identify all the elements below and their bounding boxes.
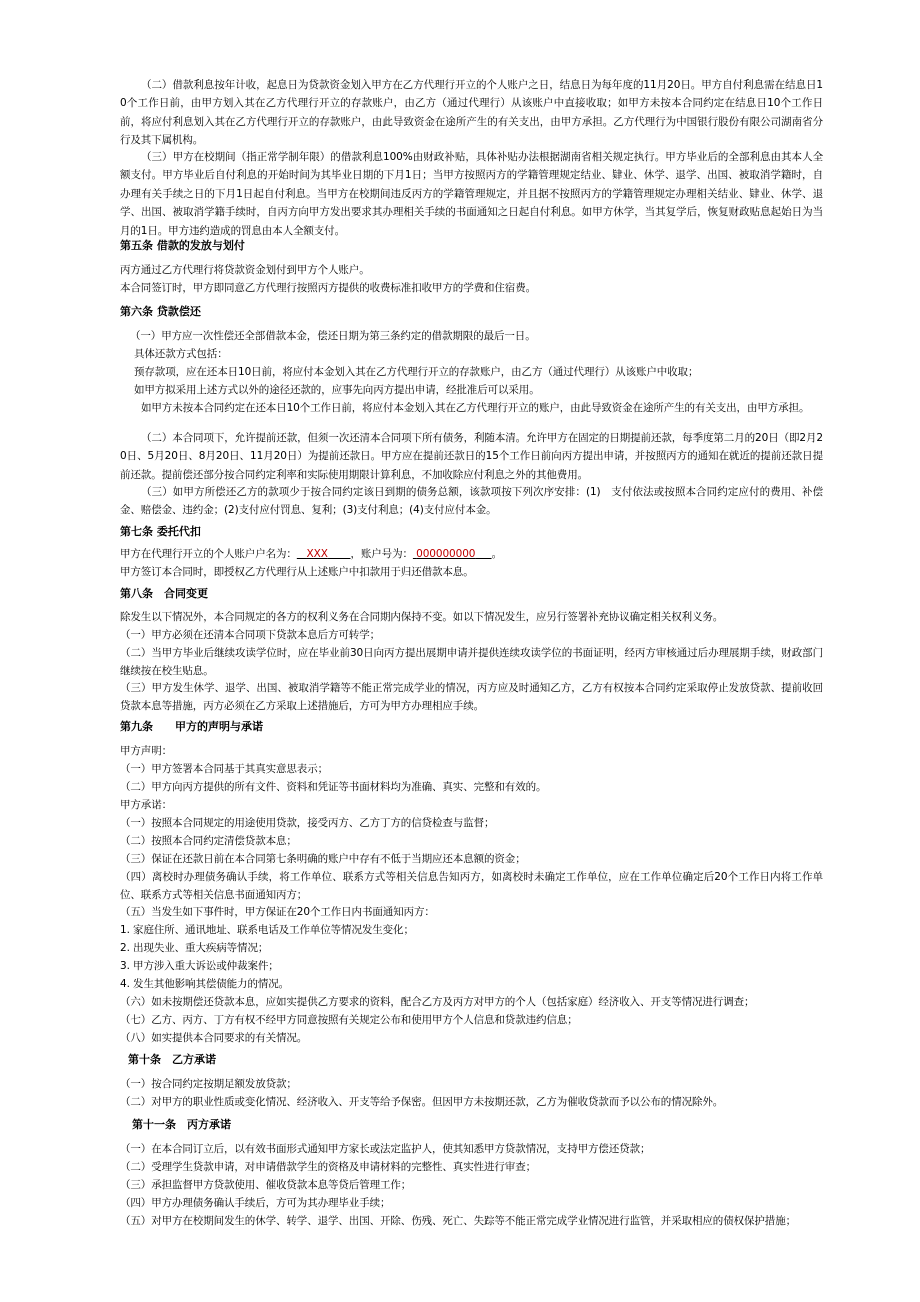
article9-line: （二）甲方向丙方提供的所有文件、资料和凭证等书面材料均为准确、真实、完整和有效的。	[120, 781, 547, 793]
article7-heading: 第七条 委托代扣	[120, 525, 201, 538]
account-number-value: 000000000	[416, 548, 476, 560]
article9-line: （七）乙方、丙方、丁方有权不经甲方同意按照有关规定公布和使用甲方个人信息和贷款违约信息；	[120, 1014, 578, 1026]
article9-line: （三）保证在还款日前在本合同第七条明确的账户中存有不低于当期应还本息额的资金；	[120, 853, 526, 865]
article9-line: （五）当发生如下事件时，甲方保证在20个工作日内书面通知丙方：	[120, 906, 435, 918]
article8-heading: 第八条 合同变更	[120, 587, 208, 600]
article11-para2: （二）受理学生贷款申请，对申请借款学生的资格及申请材料的完整性、真实性进行审查；	[120, 1161, 536, 1173]
article9-line: （二）按照本合同约定清偿贷款本息；	[120, 835, 297, 847]
article11-para3: （三）承担监督甲方贷款使用、催收贷款本息等贷后管理工作；	[120, 1179, 412, 1191]
article9-line: 甲方承诺：	[120, 799, 172, 811]
article7-para2: 甲方签订本合同时，即授权乙方代理行从上述账户中扣款用于归还借款本息。	[120, 566, 474, 578]
article9-list-item: 2. 出现失业、重大疾病等情况；	[120, 942, 269, 954]
article6-para4: 如甲方拟采用上述方式以外的途径还款的，应事先向丙方提出申请，经批准后可以采用。	[134, 384, 540, 396]
article9-line: （一）按照本合同规定的用途使用贷款，接受丙方、乙方丁方的信贷检查与监督；	[120, 817, 495, 829]
article6-para1: （一）甲方应一次性偿还全部借款本金，偿还日期为第三条约定的借款期限的最后一日。	[130, 330, 536, 342]
article8-para2: （一）甲方必须在还清本合同项下贷款本息后方可转学；	[120, 629, 380, 641]
article4-para3: （三）甲方在校期间（指正常学制年限）的借款利息100%由财政补贴，具体补贴办法根据湖南省相关规定执行。甲方毕业后的全部利息由其本人全额支付。甲方毕业后自付利息的开始时间为其毕业日期的下月1日；当甲方按照丙方的学籍管理规定结业、肄业、休学、退学、出国、被取消学籍时，自办理有关手续之日的下月1日起自付利息。当甲方在校期间违反丙方的学籍管理规定，并且据不按照丙方的学籍管理规定办理相关结业、肄业、休学、退学、出国、被取消学籍手续时，自丙方向甲方发出要求其办理相关手续的书面通知之日起自付利息。如甲方休学，当其复学后，恢复财政贴息起始日为当月的1日。甲方违约造成的罚息由本人全额支付。	[120, 151, 823, 237]
article6-para5: 如甲方未按本合同约定在还本日10个工作日前，将应付本金划入其在乙方代理行开立的账户，由此导致资金在途所产生的有关支出，由甲方承担。	[141, 402, 810, 414]
account-name-label: 甲方在代理行开立的个人账户户名为：	[120, 548, 297, 560]
article6-heading: 第六条 贷款偿还	[120, 305, 201, 318]
article8-para3: （二）当甲方毕业后继续攻读学位时，应在毕业前30日向丙方提出展期申请并提供连续攻读学位的书面证明，经丙方审核通过后办理展期手续，财政部门继续按在校生贴息。	[120, 647, 823, 678]
article9-line: （四）离校时办理债务确认手续，将工作单位、联系方式等相关信息告知丙方，如离校时未确定工作单位，应在工作单位确定后20个工作日内将工作单位、联系方式等相关信息书面通知丙方；	[120, 871, 823, 902]
article5-heading: 第五条 借款的发放与划付	[120, 239, 245, 252]
article9-line: （六）如未按期偿还贷款本息，应如实提供乙方要求的资料，配合乙方及丙方对甲方的个人（包括家庭）经济收入、开支等情况进行调查；	[120, 996, 755, 1008]
article9-line: （八）如实提供本合同要求的有关情况。	[120, 1032, 308, 1044]
article10-heading: 第十条 乙方承诺	[128, 1053, 216, 1066]
article9-heading: 第九条 甲方的声明与承诺	[120, 720, 263, 733]
article11-para1: （一）在本合同订立后，以有效书面形式通知甲方家长或法定监护人，使其知悉甲方贷款情况，支持甲方偿还贷款；	[120, 1143, 651, 1155]
article5-para2: 本合同签订时，甲方即同意乙方代理行按照丙方提供的收费标准扣收甲方的学费和住宿费。	[120, 282, 536, 294]
article7-account-line: 甲方在代理行开立的个人账户户名为： XXX ，账户号为： 000000000 。	[120, 548, 502, 560]
article10-para1: （一）按合同约定按期足额发放贷款；	[120, 1078, 297, 1090]
article9-line: （一）甲方签署本合同基于其真实意思表示；	[120, 763, 328, 775]
article6-para2: 具体还款方式包括：	[134, 348, 228, 360]
article8-para1: 除发生以下情况外，本合同规定的各方的权利义务在合同期内保持不变。如以下情况发生，应另行签署补充协议确定相关权利义务。	[120, 611, 724, 623]
article8-para4: （三）甲方发生休学、退学、出国、被取消学籍等不能正常完成学业的情况，丙方应及时通知乙方，乙方有权按本合同约定采取停止发放贷款、提前收回贷款本息等措施，丙方必须在乙方采取上述措施后，方可为甲方办理相应手续。	[120, 682, 823, 713]
account-number-label: ，账户号为：	[350, 548, 413, 560]
account-name-value: XXX	[306, 548, 328, 560]
article4-para2: （二）借款利息按年计收，起息日为贷款资金划入甲方在乙方代理行开立的个人账户之日，结息日为每年度的11月20日。甲方自付利息需在结息日10个工作日前，由甲方划入其在乙方代理行开立的存款账户，由乙方（通过代理行）从该账户中直接收取；如甲方未按本合同约定在结息日10个工作日前，将应付利息划入其在乙方代理行开立的存款账户，由此导致资金在途所产生的有关支出，由甲方承担。乙方代理行为中国银行股份有限公司湖南省分行及其下属机构。	[120, 79, 823, 147]
article5-para1: 丙方通过乙方代理行将贷款资金划付到甲方个人账户。	[120, 264, 370, 276]
article6-para3: 预存款项，应在还本日10日前，将应付本金划入其在乙方代理行开立的存款账户，由乙方（通过代理行）从该账户中收取；	[134, 366, 699, 378]
article11-para5: （五）对甲方在校期间发生的休学、转学、退学、出国、开除、伤残、死亡、失踪等不能正常完成学业情况进行监管，并采取相应的债权保护措施；	[120, 1215, 796, 1227]
article11-heading: 第十一条 丙方承诺	[132, 1118, 231, 1131]
article10-para2: （二）对甲方的职业性质或变化情况、经济收入、开支等给予保密。但因甲方未按期还款，乙方为催收贷款而予以公布的情况除外。	[120, 1096, 724, 1108]
article6-para6: （二）本合同项下，允许提前还款，但须一次还清本合同项下所有债务，利随本清。允许甲方在固定的日期提前还款，每季度第二月的20日（即2月20日、5月20日、8月20日、11月20日）为提前还款日。甲方应在提前还款日的15个工作日前向丙方提出申请，并按照丙方的通知在就近的提前还款日提前还款。提前偿还部分按合同约定利率和实际使用期限计算利息，不加收除应付利息之外的其他费用。	[120, 432, 823, 481]
article6-para7: （三）如甲方所偿还乙方的款项少于按合同约定该日到期的债务总额，该款项按下列次序安排：(1) 支付依法或按照本合同约定应付的费用、补偿金、赔偿金、违约金；(2)支付应付罚息、复利；(3)支付利息；(4)支付应付本金。	[120, 486, 823, 517]
article9-list-item: 1. 家庭住所、通讯地址、联系电话及工作单位等情况发生变化；	[120, 924, 414, 936]
article9-list-item: 4. 发生其他影响其偿债能力的情况。	[120, 978, 290, 990]
article9-line: 甲方声明：	[120, 745, 172, 757]
article11-para4: （四）甲方办理债务确认手续后，方可为其办理毕业手续；	[120, 1197, 391, 1209]
article9-list-item: 3. 甲方涉入重大诉讼或仲裁案件；	[120, 960, 279, 972]
